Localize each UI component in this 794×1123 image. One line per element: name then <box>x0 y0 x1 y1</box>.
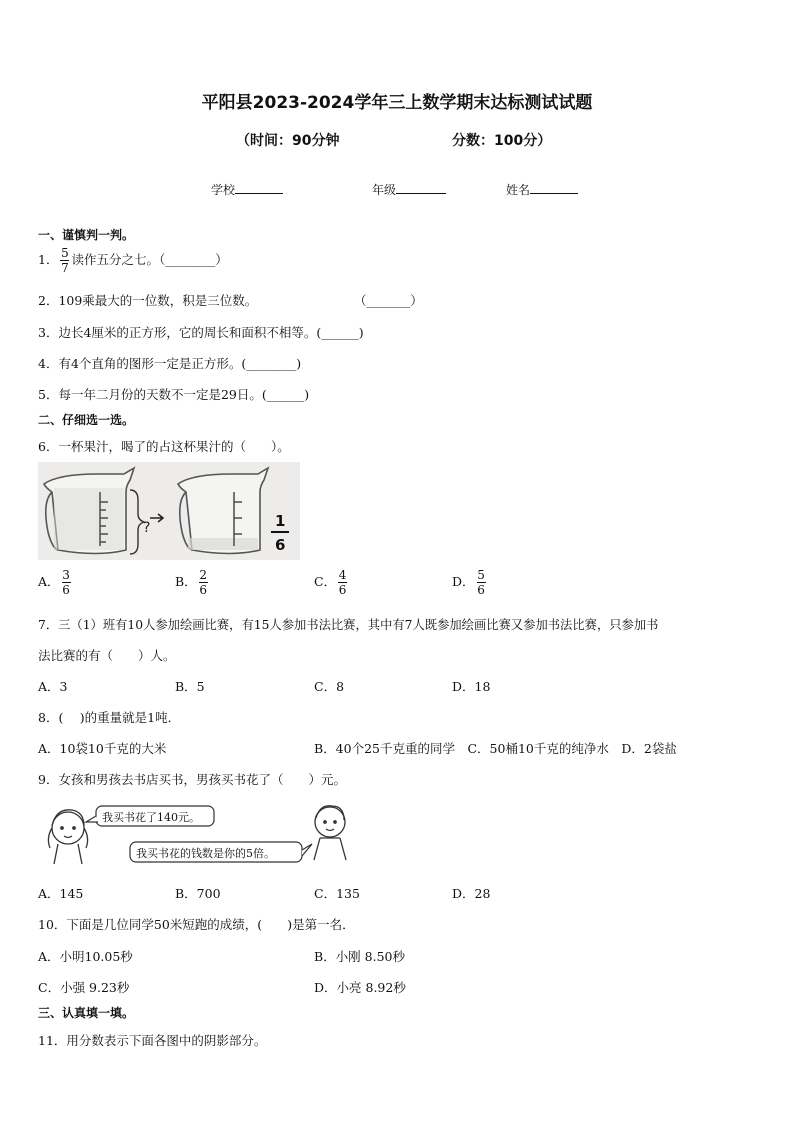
grade-field <box>372 181 446 198</box>
grade-blank <box>396 181 446 194</box>
fraction-numerator: 5 <box>477 568 485 582</box>
name-field <box>506 181 578 198</box>
option-b: B．小刚 8.50秒 <box>314 949 405 964</box>
arrow-right-icon <box>150 514 163 522</box>
fraction <box>477 568 486 597</box>
option-c <box>314 568 349 597</box>
question-8: 8．( )的重量就是1吨． <box>38 710 181 725</box>
option-d <box>452 568 488 597</box>
fraction-denominator: 6 <box>338 583 347 597</box>
fraction-denominator: 6 <box>275 536 286 554</box>
question-3: 3．边长4厘米的正方形，它的周长和面积不相等。(______) <box>38 325 364 340</box>
exam-time: （时间：90分钟 <box>236 133 340 149</box>
option-a: A．3 <box>38 679 68 694</box>
school-label: 学校 <box>211 183 236 197</box>
question-2-blank: （_______） <box>354 293 423 308</box>
option-letter: B． <box>175 574 197 589</box>
option-a: A．145 <box>38 886 84 901</box>
measuring-cups-illustration <box>38 462 300 560</box>
page-title: 平阳县2023-2024学年三上数学期末达标测试试题 <box>201 93 593 113</box>
girl-boy-image <box>38 798 358 866</box>
question-6: 6．一杯果汁，喝了的占这杯果汁的（ ）。 <box>38 439 290 454</box>
fraction-denominator: 7 <box>61 261 69 275</box>
question-text: 读作五分之七。（________） <box>71 252 228 267</box>
fraction <box>338 568 347 597</box>
options-b-c-d: B．40个25千克重的同学 C．50桶10千克的纯净水 D．2袋盐 <box>314 741 677 756</box>
fraction-denominator: 6 <box>199 583 207 597</box>
option-c: C．8 <box>314 679 345 694</box>
fraction-numerator: 3 <box>62 568 70 582</box>
fraction <box>62 568 71 597</box>
question-text: 2．109乘最大的一位数，积是三位数。 <box>38 293 258 308</box>
grade-label: 年级 <box>372 183 397 197</box>
question-5: 5．每一年二月份的天数不一定是29日。(______) <box>38 387 310 402</box>
partial-cup-icon <box>178 468 268 554</box>
question-2 <box>38 291 257 309</box>
option-d: D．小亮 8.92秒 <box>314 980 406 995</box>
juice-cups-image <box>38 462 300 560</box>
full-cup-icon <box>44 468 134 554</box>
question-1 <box>38 246 228 275</box>
fraction <box>60 246 69 275</box>
option-a: A．小明10.05秒 <box>38 949 133 964</box>
fraction-numerator: 5 <box>61 246 69 260</box>
exam-score: 分数：100分） <box>452 133 552 149</box>
girl-icon <box>48 810 87 864</box>
girl-speech: 我买书花了140元。 <box>102 811 200 824</box>
question-10: 10．下面是几位同学50米短跑的成绩，( )是第一名． <box>38 917 355 932</box>
option-b <box>175 568 210 597</box>
boy-speech: 我买书花的钱数是你的5倍。 <box>136 847 275 860</box>
option-b: B．5 <box>175 679 205 694</box>
option-c: C．135 <box>314 886 360 901</box>
option-d: D．28 <box>452 886 491 901</box>
school-field <box>211 181 283 198</box>
option-c: C．小强 9.23秒 <box>38 980 130 995</box>
option-letter: D． <box>452 574 475 589</box>
option-d: D．18 <box>452 679 491 694</box>
fraction-denominator: 6 <box>477 583 485 597</box>
question-mark: ? <box>143 520 151 536</box>
school-blank <box>235 181 283 194</box>
fraction-numerator: 4 <box>338 568 347 582</box>
option-b: B．700 <box>175 886 221 901</box>
question-11: 11．用分数表示下面各图中的阴影部分。 <box>38 1033 267 1048</box>
section-heading: 三、认真填一填。 <box>38 1006 135 1020</box>
fraction-numerator: 2 <box>199 568 207 582</box>
question-9: 9．女孩和男孩去书店买书，男孩买书花了（ ）元。 <box>38 772 346 787</box>
fraction <box>199 568 208 597</box>
question-number: 1． <box>38 252 59 267</box>
section-heading: 一、谨慎判一判。 <box>38 228 135 242</box>
question-7-line-2: 法比赛的有（ ）人。 <box>38 648 176 663</box>
girl-boy-illustration <box>38 798 358 866</box>
boy-icon <box>314 806 346 860</box>
option-a <box>38 568 73 597</box>
option-letter: A． <box>38 574 60 589</box>
fraction-numerator: 1 <box>275 512 286 530</box>
question-4: 4．有4个直角的图形一定是正方形。(________) <box>38 356 302 371</box>
name-label: 姓名 <box>506 183 531 197</box>
name-blank <box>530 181 578 194</box>
option-letter: C． <box>314 574 337 589</box>
fraction-denominator: 6 <box>62 583 70 597</box>
brace-icon <box>130 490 144 554</box>
option-a: A．10袋10千克的大米 <box>38 741 167 756</box>
question-7-line-1: 7．三（1）班有10人参加绘画比赛，有15人参加书法比赛，其中有7人既参加绘画比赛又参加书法比赛，只参加书 <box>38 618 659 632</box>
section-heading: 二、仔细选一选。 <box>38 413 135 427</box>
